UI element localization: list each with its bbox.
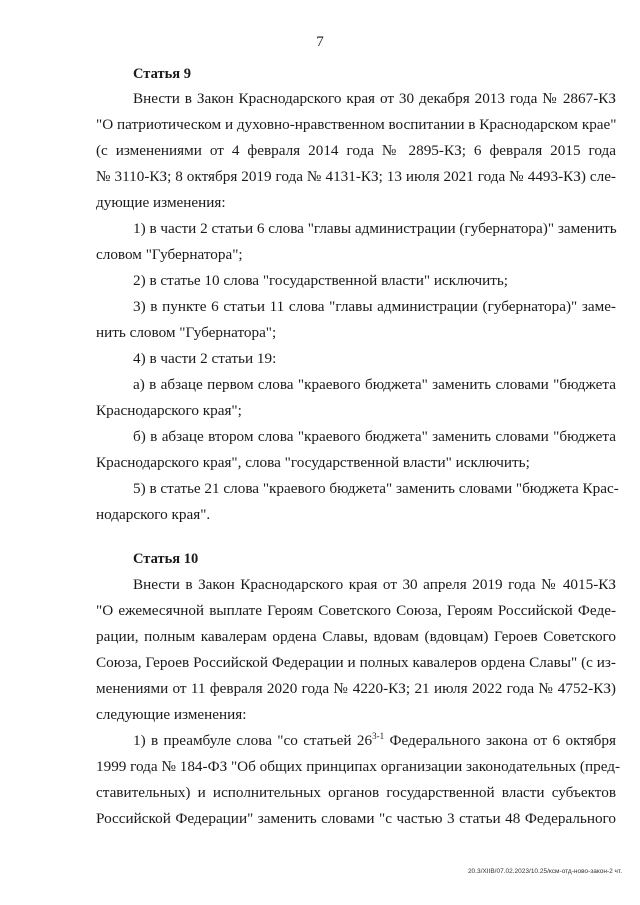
item1-text-end: Федерального закона от 6 октября [384, 732, 616, 749]
list-item-line: 4) в части 2 статьи 19: [133, 350, 277, 367]
list-item-line: ставительных) и исполнительных органов государственной власти субъектов [96, 784, 616, 801]
list-item-line: 1999 года № 184-ФЗ "Об общих принципах организации законодательных (пред- [96, 758, 621, 775]
list-item-line: нодарского края". [96, 506, 211, 523]
list-item-line: словом "Губернатора"; [96, 246, 243, 263]
paragraph-line: (с изменениями от 4 февраля 2014 года № 2895-КЗ; 6 февраля 2015 года [96, 142, 616, 159]
list-item-line: а) в абзаце первом слова "краевого бюджета" заменить словами "бюджета [133, 376, 616, 393]
paragraph-line: Внести в Закон Краснодарского края от 30 апреля 2019 года № 4015-КЗ [133, 576, 616, 593]
paragraph-line: рации, полным кавалерам ордена Славы, вдовам (вдовцам) Героев Советского [96, 628, 616, 645]
list-item-line: 1) в части 2 статьи 6 слова "главы администрации (губернатора)" заменить [133, 220, 617, 237]
list-item-line: 2) в статье 10 слова "государственной власти" исключить; [133, 272, 509, 289]
article-9-heading: Статья 9 [133, 66, 191, 82]
list-item-line: нить словом "Губернатора"; [96, 324, 277, 341]
list-item-line [133, 732, 616, 750]
paragraph-line: Внести в Закон Краснодарского края от 30 декабря 2013 года № 2867-КЗ [133, 90, 616, 107]
page-number: 7 [316, 34, 324, 50]
list-item-line: б) в абзаце втором слова "краевого бюджета" заменить словами "бюджета [133, 428, 616, 445]
superscript: 3-1 [372, 730, 385, 741]
item1-text-start: 1) в преамбуле слова "со статьей 26 [133, 732, 373, 749]
document-footer-code: 20.3/XIIB/07.02.2023/10.25/ксм-отд-ново-закон-2 чт. [467, 868, 622, 875]
list-item-line: Краснодарского края"; [96, 402, 242, 419]
paragraph-line: следующие изменения: [96, 706, 247, 723]
paragraph-line: Союза, Героев Российской Федерации и полных кавалеров ордена Славы" (с из- [96, 654, 616, 671]
paragraph-line: дующие изменения: [96, 194, 226, 211]
paragraph-line: № 3110-КЗ; 8 октября 2019 года № 4131-КЗ; 13 июля 2021 года № 4493-КЗ) сле- [96, 168, 616, 185]
list-item-line: 3) в пункте 6 статьи 11 слова "главы администрации (губернатора)" заме- [133, 298, 616, 315]
paragraph-line: "О патриотическом и духовно-нравственном воспитании в Краснодарском крае" [96, 116, 617, 133]
list-item-line: Краснодарского края", слова "государственной власти" исключить; [96, 454, 530, 471]
list-item-line: 5) в статье 21 слова "краевого бюджета" заменить словами "бюджета Крас- [133, 480, 619, 497]
article-10-heading: Статья 10 [133, 551, 199, 567]
paragraph-line: "О ежемесячной выплате Героям Советского Союза, Героям Российской Феде- [96, 602, 616, 619]
list-item-line: Российской Федерации" заменить словами "с частью 3 статьи 48 Федерального [96, 810, 616, 827]
paragraph-line: менениями от 11 февраля 2020 года № 4220-КЗ; 21 июля 2022 года № 4752-КЗ) [96, 680, 616, 697]
